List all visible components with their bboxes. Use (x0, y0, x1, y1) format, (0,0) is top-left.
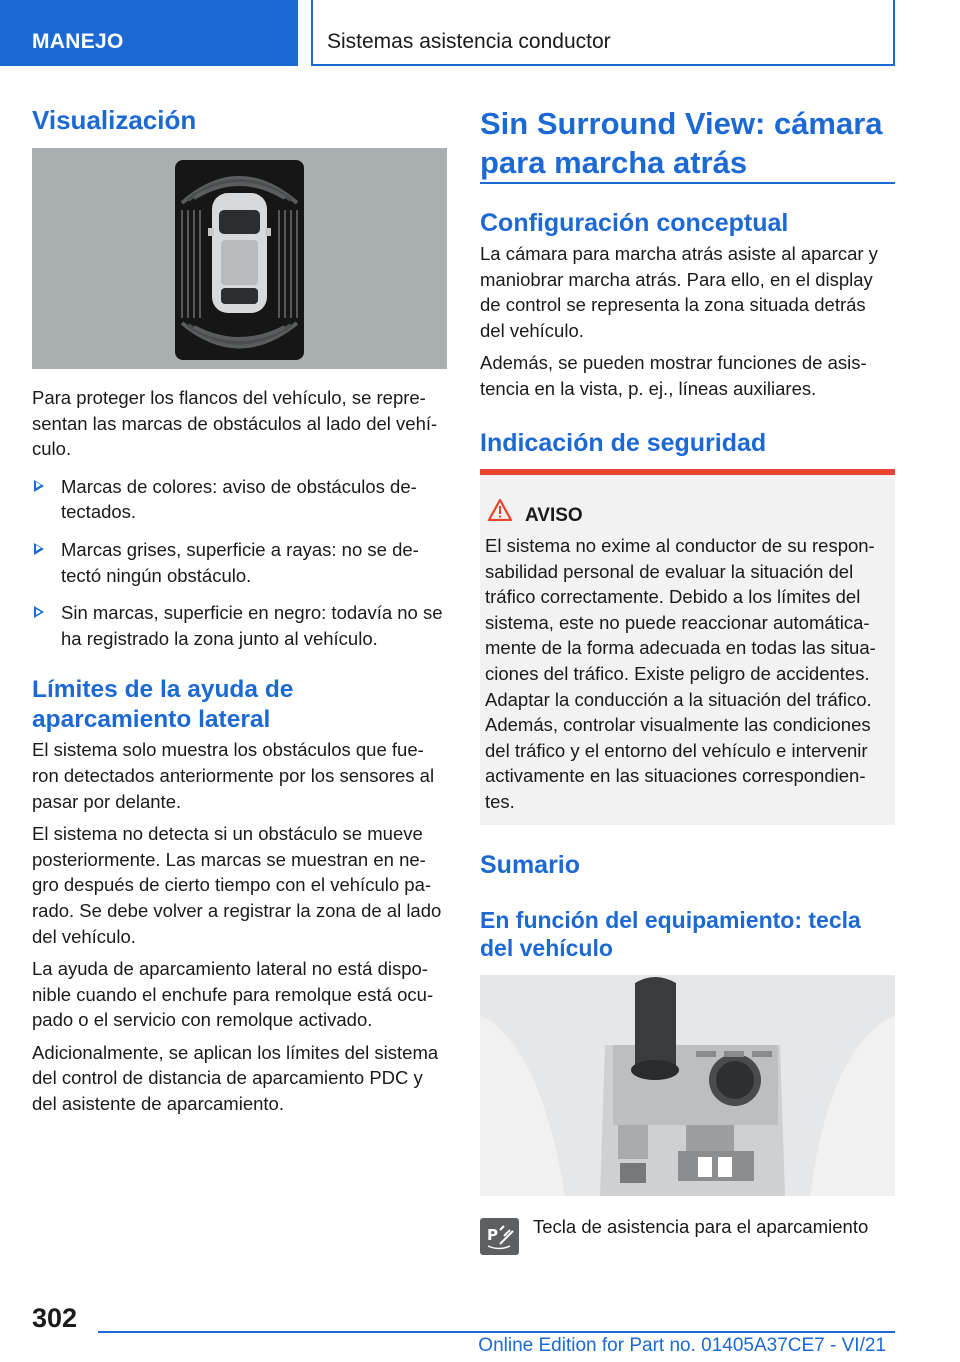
caption-text: Para proteger los flancos del vehículo, se repre‐ sentan las marcas de obstáculos al lado del vehí‐ culo. (32, 387, 438, 460)
chapter-tab (311, 0, 895, 66)
heading-visualizacion: Visualización (32, 105, 197, 135)
chapter-label: Sistemas asistencia conductor (327, 30, 611, 53)
key-caption: Tecla de asistencia para el aparcamiento (533, 1216, 869, 1237)
heading-config: Configuración conceptual (480, 209, 789, 237)
page-number: 302 (32, 1303, 78, 1333)
paragraph: El sistema solo muestra los obstáculos que fue‐ ron detectados anteriormente por los sensores al pasar por delante. (32, 739, 435, 812)
list-item: Sin marcas, superficie en negro: todavía no se ha registrado la zona junto al vehículo. (32, 600, 447, 651)
list-item: Marcas de colores: aviso de obstáculos de‐ tectados. (32, 474, 447, 525)
list-item: Marcas grises, superficie a rayas: no se de‐ tectó ningún obstáculo. (32, 537, 447, 588)
paragraph: El sistema no detecta si un obstáculo se mueve posteriormente. Las marcas se muestran en ne‐ gro después de cierto tiempo con el vehículo pa‐ rado. Se debe volver a registrar la zona de al lado del vehículo. (32, 823, 442, 947)
heading-rule (480, 182, 895, 184)
paragraph: Además, se pueden mostrar funciones de asis‐ tencia en la vista, p. ej., líneas auxiliares. (480, 352, 867, 399)
section-tab (0, 0, 298, 66)
warning-text: El sistema no exime al conductor de su respon‐ sabilidad personal de evaluar la situación del tráfico correctamente. Debido a los límites del sistema, este no puede reaccionar automática‐ mente de la forma adecuada en todas las situa‐ ciones del tráfico. Existe peligro de accidentes. Adaptar la conducción a la situación del tráfico. Además, controlar visualmente las condiciones del tráfico y el entorno del vehículo e intervenir activamente en las situaciones correspondien‐ tes. (485, 535, 876, 812)
section-label: MANEJO (32, 30, 124, 53)
heading-seguridad: Indicación de seguridad (480, 428, 767, 457)
center-console-image (480, 975, 895, 1196)
edition-text: Online Edition for Part no. 01405A37CE7 - VI/21 (478, 1335, 886, 1356)
footer-rule (98, 1331, 895, 1333)
parking-view-image (32, 148, 447, 369)
warning-triangle-icon (488, 499, 512, 521)
heading-main: Sin Surround View: cámara para marcha atrás (480, 106, 883, 180)
bullet-triangle-icon (34, 543, 44, 555)
heading-limites: Límites de la ayuda de aparcamiento lateral (32, 676, 294, 734)
marks-list (32, 474, 447, 652)
bullet-triangle-icon (34, 606, 44, 618)
paragraph: Adicionalmente, se aplican los límites del sistema del control de distancia de aparcamiento PDC y del asistente de aparcamiento. (32, 1041, 439, 1115)
bullet-triangle-icon (34, 480, 44, 492)
heading-equipamiento: En función del equipamiento: tecla del vehículo (480, 907, 861, 961)
svg-text:P: P (487, 1226, 498, 1244)
paragraph: La cámara para marcha atrás asiste al aparcar y maniobrar marcha atrás. Para ello, en el display de control se representa la zona situada detrás del vehículo. (480, 243, 878, 341)
warning-title: AVISO (525, 505, 583, 526)
paragraph: La ayuda de aparcamiento lateral no está dispo‐ nible cuando el enchufe para remolque está ocu‐ pado o el servicio con remolque activado. (32, 958, 434, 1031)
heading-sumario: Sumario (480, 851, 581, 879)
warning-box (480, 469, 895, 825)
parking-assist-key-icon (480, 1218, 519, 1255)
